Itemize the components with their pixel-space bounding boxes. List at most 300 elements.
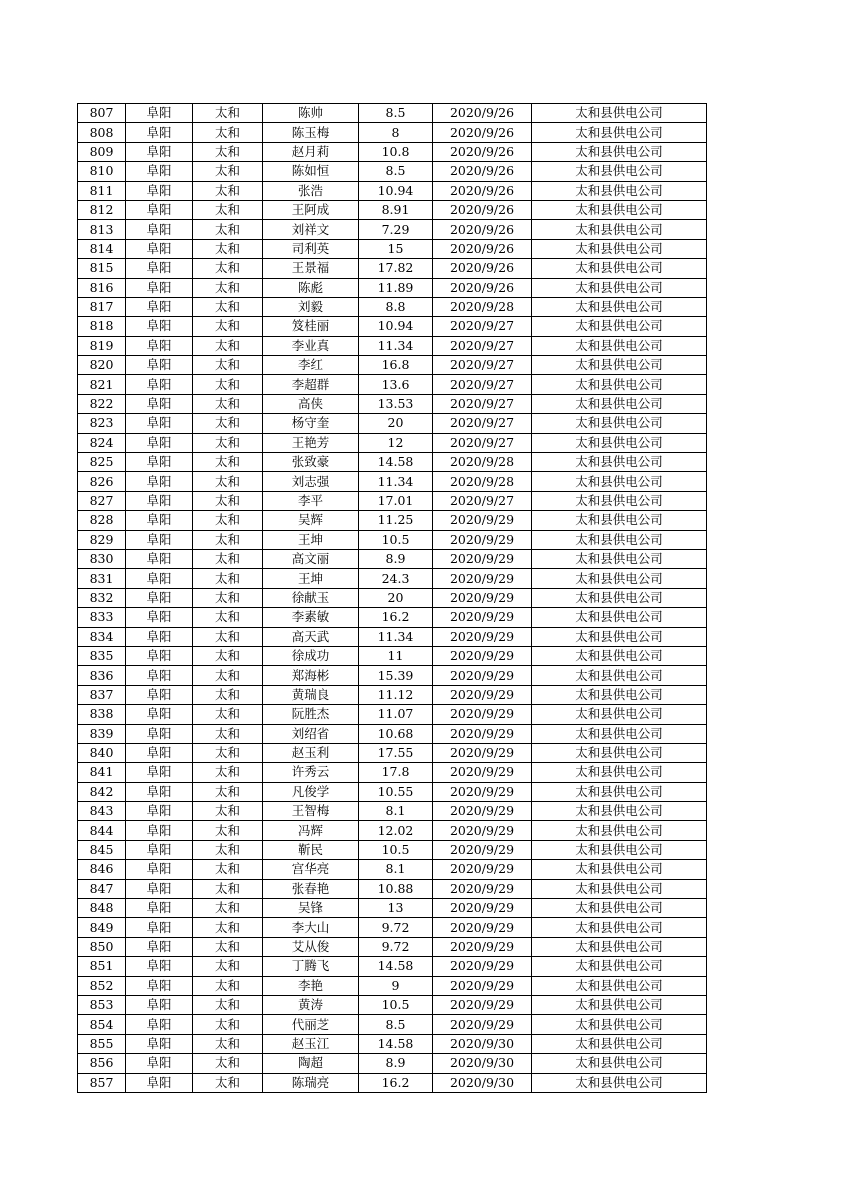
county-cell: 太和 xyxy=(193,123,263,142)
company-cell: 太和县供电公司 xyxy=(532,491,707,510)
date-cell: 2020/9/29 xyxy=(433,530,532,549)
date-cell: 2020/9/29 xyxy=(433,608,532,627)
company-cell: 太和县供电公司 xyxy=(532,879,707,898)
amount-cell: 8.8 xyxy=(359,297,433,316)
company-cell: 太和县供电公司 xyxy=(532,743,707,762)
row-number-cell: 844 xyxy=(78,821,126,840)
row-number-cell: 839 xyxy=(78,724,126,743)
city-cell: 阜阳 xyxy=(126,142,193,161)
date-cell: 2020/9/28 xyxy=(433,453,532,472)
company-cell: 太和县供电公司 xyxy=(532,394,707,413)
name-cell: 王智梅 xyxy=(263,802,359,821)
table-row xyxy=(78,336,707,355)
row-number-cell: 816 xyxy=(78,278,126,297)
table-row xyxy=(78,1054,707,1073)
table-row xyxy=(78,705,707,724)
city-cell: 阜阳 xyxy=(126,627,193,646)
company-cell: 太和县供电公司 xyxy=(532,995,707,1014)
name-cell: 徐成功 xyxy=(263,646,359,665)
date-cell: 2020/9/29 xyxy=(433,840,532,859)
amount-cell: 10.55 xyxy=(359,782,433,801)
city-cell: 阜阳 xyxy=(126,743,193,762)
company-cell: 太和县供电公司 xyxy=(532,356,707,375)
date-cell: 2020/9/29 xyxy=(433,860,532,879)
table-row xyxy=(78,530,707,549)
company-cell: 太和县供电公司 xyxy=(532,181,707,200)
name-cell: 吴锋 xyxy=(263,899,359,918)
name-cell: 司利英 xyxy=(263,239,359,258)
date-cell: 2020/9/26 xyxy=(433,278,532,297)
county-cell: 太和 xyxy=(193,937,263,956)
amount-cell: 24.3 xyxy=(359,569,433,588)
date-cell: 2020/9/29 xyxy=(433,821,532,840)
date-cell: 2020/9/29 xyxy=(433,646,532,665)
row-number-cell: 832 xyxy=(78,588,126,607)
row-number-cell: 856 xyxy=(78,1054,126,1073)
row-number-cell: 814 xyxy=(78,239,126,258)
city-cell: 阜阳 xyxy=(126,511,193,530)
name-cell: 刘祥文 xyxy=(263,220,359,239)
amount-cell: 13.6 xyxy=(359,375,433,394)
date-cell: 2020/9/29 xyxy=(433,569,532,588)
name-cell: 赵玉利 xyxy=(263,743,359,762)
date-cell: 2020/9/29 xyxy=(433,802,532,821)
city-cell: 阜阳 xyxy=(126,200,193,219)
company-cell: 太和县供电公司 xyxy=(532,608,707,627)
row-number-cell: 815 xyxy=(78,259,126,278)
amount-cell: 8.1 xyxy=(359,860,433,879)
company-cell: 太和县供电公司 xyxy=(532,104,707,123)
name-cell: 李平 xyxy=(263,491,359,510)
company-cell: 太和县供电公司 xyxy=(532,511,707,530)
amount-cell: 11.34 xyxy=(359,472,433,491)
name-cell: 许秀云 xyxy=(263,763,359,782)
county-cell: 太和 xyxy=(193,530,263,549)
name-cell: 陈彪 xyxy=(263,278,359,297)
company-cell: 太和县供电公司 xyxy=(532,763,707,782)
company-cell: 太和县供电公司 xyxy=(532,937,707,956)
county-cell: 太和 xyxy=(193,995,263,1014)
amount-cell: 11.89 xyxy=(359,278,433,297)
row-number-cell: 811 xyxy=(78,181,126,200)
company-cell: 太和县供电公司 xyxy=(532,200,707,219)
table-row xyxy=(78,259,707,278)
date-cell: 2020/9/26 xyxy=(433,104,532,123)
table-row xyxy=(78,414,707,433)
table-row xyxy=(78,782,707,801)
row-number-cell: 849 xyxy=(78,918,126,937)
city-cell: 阜阳 xyxy=(126,220,193,239)
county-cell: 太和 xyxy=(193,472,263,491)
county-cell: 太和 xyxy=(193,705,263,724)
date-cell: 2020/9/26 xyxy=(433,259,532,278)
city-cell: 阜阳 xyxy=(126,569,193,588)
amount-cell: 15 xyxy=(359,239,433,258)
city-cell: 阜阳 xyxy=(126,104,193,123)
row-number-cell: 852 xyxy=(78,976,126,995)
date-cell: 2020/9/29 xyxy=(433,937,532,956)
company-cell: 太和县供电公司 xyxy=(532,976,707,995)
city-cell: 阜阳 xyxy=(126,724,193,743)
city-cell: 阜阳 xyxy=(126,317,193,336)
date-cell: 2020/9/29 xyxy=(433,588,532,607)
amount-cell: 8.5 xyxy=(359,1015,433,1034)
county-cell: 太和 xyxy=(193,549,263,568)
company-cell: 太和县供电公司 xyxy=(532,1034,707,1053)
company-cell: 太和县供电公司 xyxy=(532,627,707,646)
county-cell: 太和 xyxy=(193,394,263,413)
row-number-cell: 846 xyxy=(78,860,126,879)
table-row xyxy=(78,627,707,646)
table-row xyxy=(78,899,707,918)
data-table xyxy=(77,103,707,1093)
row-number-cell: 847 xyxy=(78,879,126,898)
date-cell: 2020/9/29 xyxy=(433,627,532,646)
date-cell: 2020/9/29 xyxy=(433,782,532,801)
row-number-cell: 843 xyxy=(78,802,126,821)
table-row xyxy=(78,1034,707,1053)
company-cell: 太和县供电公司 xyxy=(532,239,707,258)
row-number-cell: 838 xyxy=(78,705,126,724)
company-cell: 太和县供电公司 xyxy=(532,433,707,452)
table-row xyxy=(78,937,707,956)
table-row xyxy=(78,181,707,200)
date-cell: 2020/9/27 xyxy=(433,317,532,336)
amount-cell: 10.5 xyxy=(359,530,433,549)
row-number-cell: 819 xyxy=(78,336,126,355)
county-cell: 太和 xyxy=(193,278,263,297)
table-row xyxy=(78,976,707,995)
city-cell: 阜阳 xyxy=(126,123,193,142)
date-cell: 2020/9/29 xyxy=(433,995,532,1014)
county-cell: 太和 xyxy=(193,666,263,685)
row-number-cell: 845 xyxy=(78,840,126,859)
date-cell: 2020/9/29 xyxy=(433,1015,532,1034)
county-cell: 太和 xyxy=(193,860,263,879)
city-cell: 阜阳 xyxy=(126,1073,193,1092)
county-cell: 太和 xyxy=(193,375,263,394)
amount-cell: 11 xyxy=(359,646,433,665)
company-cell: 太和县供电公司 xyxy=(532,666,707,685)
amount-cell: 10.5 xyxy=(359,840,433,859)
date-cell: 2020/9/26 xyxy=(433,162,532,181)
date-cell: 2020/9/27 xyxy=(433,491,532,510)
company-cell: 太和县供电公司 xyxy=(532,821,707,840)
row-number-cell: 836 xyxy=(78,666,126,685)
row-number-cell: 813 xyxy=(78,220,126,239)
row-number-cell: 831 xyxy=(78,569,126,588)
amount-cell: 10.94 xyxy=(359,181,433,200)
table-row xyxy=(78,511,707,530)
county-cell: 太和 xyxy=(193,104,263,123)
amount-cell: 8.9 xyxy=(359,1054,433,1073)
city-cell: 阜阳 xyxy=(126,336,193,355)
company-cell: 太和县供电公司 xyxy=(532,1073,707,1092)
city-cell: 阜阳 xyxy=(126,588,193,607)
amount-cell: 17.55 xyxy=(359,743,433,762)
company-cell: 太和县供电公司 xyxy=(532,802,707,821)
amount-cell: 14.58 xyxy=(359,453,433,472)
city-cell: 阜阳 xyxy=(126,375,193,394)
amount-cell: 16.8 xyxy=(359,356,433,375)
city-cell: 阜阳 xyxy=(126,181,193,200)
company-cell: 太和县供电公司 xyxy=(532,782,707,801)
row-number-cell: 807 xyxy=(78,104,126,123)
county-cell: 太和 xyxy=(193,1034,263,1053)
amount-cell: 12 xyxy=(359,433,433,452)
name-cell: 李素敏 xyxy=(263,608,359,627)
city-cell: 阜阳 xyxy=(126,1054,193,1073)
company-cell: 太和县供电公司 xyxy=(532,278,707,297)
county-cell: 太和 xyxy=(193,259,263,278)
row-number-cell: 830 xyxy=(78,549,126,568)
county-cell: 太和 xyxy=(193,782,263,801)
row-number-cell: 857 xyxy=(78,1073,126,1092)
company-cell: 太和县供电公司 xyxy=(532,317,707,336)
city-cell: 阜阳 xyxy=(126,549,193,568)
county-cell: 太和 xyxy=(193,957,263,976)
table-row xyxy=(78,879,707,898)
amount-cell: 11.34 xyxy=(359,336,433,355)
row-number-cell: 853 xyxy=(78,995,126,1014)
city-cell: 阜阳 xyxy=(126,530,193,549)
company-cell: 太和县供电公司 xyxy=(532,375,707,394)
date-cell: 2020/9/26 xyxy=(433,200,532,219)
city-cell: 阜阳 xyxy=(126,259,193,278)
company-cell: 太和县供电公司 xyxy=(532,840,707,859)
name-cell: 宫华亮 xyxy=(263,860,359,879)
company-cell: 太和县供电公司 xyxy=(532,724,707,743)
county-cell: 太和 xyxy=(193,627,263,646)
table-row xyxy=(78,491,707,510)
date-cell: 2020/9/30 xyxy=(433,1054,532,1073)
city-cell: 阜阳 xyxy=(126,433,193,452)
row-number-cell: 837 xyxy=(78,685,126,704)
table-row xyxy=(78,608,707,627)
county-cell: 太和 xyxy=(193,724,263,743)
county-cell: 太和 xyxy=(193,356,263,375)
name-cell: 丁腾飞 xyxy=(263,957,359,976)
table-row xyxy=(78,200,707,219)
amount-cell: 14.58 xyxy=(359,1034,433,1053)
name-cell: 王坤 xyxy=(263,530,359,549)
company-cell: 太和县供电公司 xyxy=(532,569,707,588)
table-body xyxy=(78,104,707,1093)
table-row xyxy=(78,239,707,258)
row-number-cell: 851 xyxy=(78,957,126,976)
city-cell: 阜阳 xyxy=(126,608,193,627)
city-cell: 阜阳 xyxy=(126,802,193,821)
city-cell: 阜阳 xyxy=(126,976,193,995)
table-row xyxy=(78,588,707,607)
amount-cell: 13 xyxy=(359,899,433,918)
name-cell: 刘绍省 xyxy=(263,724,359,743)
table-row xyxy=(78,317,707,336)
name-cell: 陈帅 xyxy=(263,104,359,123)
city-cell: 阜阳 xyxy=(126,472,193,491)
name-cell: 陶超 xyxy=(263,1054,359,1073)
county-cell: 太和 xyxy=(193,162,263,181)
name-cell: 王艳芳 xyxy=(263,433,359,452)
row-number-cell: 810 xyxy=(78,162,126,181)
table-row xyxy=(78,433,707,452)
amount-cell: 7.29 xyxy=(359,220,433,239)
amount-cell: 8.1 xyxy=(359,802,433,821)
county-cell: 太和 xyxy=(193,336,263,355)
table-row xyxy=(78,840,707,859)
date-cell: 2020/9/27 xyxy=(433,356,532,375)
name-cell: 高天武 xyxy=(263,627,359,646)
name-cell: 黄瑞良 xyxy=(263,685,359,704)
table-row xyxy=(78,802,707,821)
county-cell: 太和 xyxy=(193,317,263,336)
row-number-cell: 823 xyxy=(78,414,126,433)
city-cell: 阜阳 xyxy=(126,821,193,840)
row-number-cell: 854 xyxy=(78,1015,126,1034)
city-cell: 阜阳 xyxy=(126,957,193,976)
amount-cell: 8.9 xyxy=(359,549,433,568)
name-cell: 张春艳 xyxy=(263,879,359,898)
company-cell: 太和县供电公司 xyxy=(532,297,707,316)
county-cell: 太和 xyxy=(193,646,263,665)
date-cell: 2020/9/29 xyxy=(433,666,532,685)
county-cell: 太和 xyxy=(193,453,263,472)
table-row xyxy=(78,569,707,588)
amount-cell: 13.53 xyxy=(359,394,433,413)
table-row xyxy=(78,453,707,472)
table-row xyxy=(78,724,707,743)
amount-cell: 10.8 xyxy=(359,142,433,161)
name-cell: 杨守奎 xyxy=(263,414,359,433)
date-cell: 2020/9/27 xyxy=(433,394,532,413)
date-cell: 2020/9/26 xyxy=(433,123,532,142)
city-cell: 阜阳 xyxy=(126,860,193,879)
amount-cell: 17.82 xyxy=(359,259,433,278)
county-cell: 太和 xyxy=(193,414,263,433)
row-number-cell: 840 xyxy=(78,743,126,762)
amount-cell: 11.07 xyxy=(359,705,433,724)
amount-cell: 11.12 xyxy=(359,685,433,704)
name-cell: 凡俊学 xyxy=(263,782,359,801)
date-cell: 2020/9/29 xyxy=(433,743,532,762)
amount-cell: 10.5 xyxy=(359,995,433,1014)
date-cell: 2020/9/29 xyxy=(433,724,532,743)
county-cell: 太和 xyxy=(193,763,263,782)
county-cell: 太和 xyxy=(193,918,263,937)
date-cell: 2020/9/30 xyxy=(433,1073,532,1092)
city-cell: 阜阳 xyxy=(126,763,193,782)
city-cell: 阜阳 xyxy=(126,162,193,181)
row-number-cell: 850 xyxy=(78,937,126,956)
table-row xyxy=(78,763,707,782)
table-row xyxy=(78,278,707,297)
county-cell: 太和 xyxy=(193,1054,263,1073)
name-cell: 李红 xyxy=(263,356,359,375)
row-number-cell: 808 xyxy=(78,123,126,142)
company-cell: 太和县供电公司 xyxy=(532,957,707,976)
company-cell: 太和县供电公司 xyxy=(532,530,707,549)
city-cell: 阜阳 xyxy=(126,278,193,297)
date-cell: 2020/9/27 xyxy=(433,433,532,452)
date-cell: 2020/9/29 xyxy=(433,957,532,976)
amount-cell: 17.01 xyxy=(359,491,433,510)
name-cell: 郑海彬 xyxy=(263,666,359,685)
date-cell: 2020/9/27 xyxy=(433,375,532,394)
amount-cell: 16.2 xyxy=(359,1073,433,1092)
row-number-cell: 822 xyxy=(78,394,126,413)
company-cell: 太和县供电公司 xyxy=(532,142,707,161)
company-cell: 太和县供电公司 xyxy=(532,646,707,665)
city-cell: 阜阳 xyxy=(126,918,193,937)
date-cell: 2020/9/29 xyxy=(433,976,532,995)
city-cell: 阜阳 xyxy=(126,414,193,433)
company-cell: 太和县供电公司 xyxy=(532,414,707,433)
amount-cell: 12.02 xyxy=(359,821,433,840)
company-cell: 太和县供电公司 xyxy=(532,1015,707,1034)
row-number-cell: 809 xyxy=(78,142,126,161)
county-cell: 太和 xyxy=(193,1015,263,1034)
table-row xyxy=(78,123,707,142)
row-number-cell: 817 xyxy=(78,297,126,316)
name-cell: 张致豪 xyxy=(263,453,359,472)
row-number-cell: 829 xyxy=(78,530,126,549)
table-row xyxy=(78,104,707,123)
company-cell: 太和县供电公司 xyxy=(532,588,707,607)
date-cell: 2020/9/29 xyxy=(433,705,532,724)
table-row xyxy=(78,646,707,665)
date-cell: 2020/9/28 xyxy=(433,472,532,491)
row-number-cell: 824 xyxy=(78,433,126,452)
company-cell: 太和县供电公司 xyxy=(532,1054,707,1073)
row-number-cell: 841 xyxy=(78,763,126,782)
county-cell: 太和 xyxy=(193,879,263,898)
amount-cell: 10.68 xyxy=(359,724,433,743)
name-cell: 刘毅 xyxy=(263,297,359,316)
row-number-cell: 820 xyxy=(78,356,126,375)
name-cell: 赵玉江 xyxy=(263,1034,359,1053)
county-cell: 太和 xyxy=(193,608,263,627)
amount-cell: 9.72 xyxy=(359,937,433,956)
date-cell: 2020/9/29 xyxy=(433,763,532,782)
county-cell: 太和 xyxy=(193,297,263,316)
name-cell: 陈如恒 xyxy=(263,162,359,181)
row-number-cell: 827 xyxy=(78,491,126,510)
amount-cell: 20 xyxy=(359,588,433,607)
amount-cell: 17.8 xyxy=(359,763,433,782)
company-cell: 太和县供电公司 xyxy=(532,860,707,879)
county-cell: 太和 xyxy=(193,142,263,161)
name-cell: 冯辉 xyxy=(263,821,359,840)
county-cell: 太和 xyxy=(193,685,263,704)
name-cell: 李超群 xyxy=(263,375,359,394)
date-cell: 2020/9/26 xyxy=(433,220,532,239)
amount-cell: 20 xyxy=(359,414,433,433)
amount-cell: 10.94 xyxy=(359,317,433,336)
name-cell: 高文丽 xyxy=(263,549,359,568)
date-cell: 2020/9/26 xyxy=(433,239,532,258)
city-cell: 阜阳 xyxy=(126,666,193,685)
date-cell: 2020/9/29 xyxy=(433,879,532,898)
table-row xyxy=(78,1073,707,1092)
row-number-cell: 835 xyxy=(78,646,126,665)
amount-cell: 15.39 xyxy=(359,666,433,685)
date-cell: 2020/9/27 xyxy=(433,336,532,355)
date-cell: 2020/9/29 xyxy=(433,685,532,704)
amount-cell: 8.5 xyxy=(359,162,433,181)
table-row xyxy=(78,549,707,568)
date-cell: 2020/9/26 xyxy=(433,142,532,161)
table-row xyxy=(78,142,707,161)
